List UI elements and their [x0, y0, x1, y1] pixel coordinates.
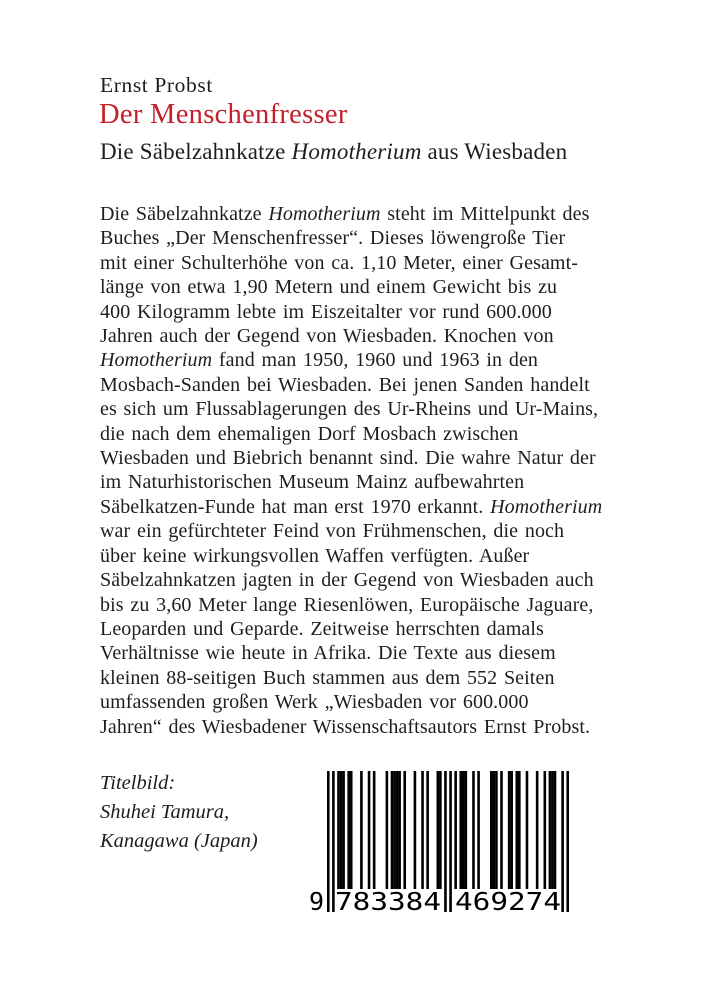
text-segment: Jahren auch der Gegend von Wiesbaden. Knochen von	[100, 325, 554, 348]
barcode-bar	[561, 771, 564, 912]
barcode-bar	[444, 771, 447, 912]
blurb-line	[100, 422, 602, 446]
blurb-line	[100, 641, 602, 665]
barcode-bar	[500, 771, 503, 889]
text-segment: Wiesbaden und Biebrich benannt sind. Die wahre Natur der	[100, 447, 596, 470]
text-segment: Die Säbelzahnkatze	[100, 139, 292, 164]
barcode-svg	[309, 771, 573, 913]
barcode-bar	[398, 771, 401, 889]
barcode-bar	[526, 771, 529, 889]
blurb-line	[100, 397, 602, 421]
barcode-bar	[508, 771, 511, 889]
text-segment: bis zu 3,60 Meter lange Riesenlöwen, Europäische Jaguare,	[100, 593, 594, 616]
text-segment: mit einer Schulterhöhe von ca. 1,10 Meter, einer Gesamt-	[100, 251, 578, 274]
blurb-line	[100, 348, 602, 372]
barcode-bar	[518, 771, 521, 889]
barcode-bar	[342, 771, 345, 889]
author-name: Ernst Probst	[100, 73, 213, 97]
barcode-bar	[449, 771, 452, 912]
barcode-bar	[350, 771, 353, 889]
blurb-line	[100, 275, 602, 299]
blurb-line	[100, 690, 602, 714]
text-segment: war ein gefürchteter Feind von Frühmenschen, die noch	[100, 520, 565, 543]
barcode-bar	[337, 771, 340, 889]
blurb-line	[100, 202, 602, 226]
barcode-bar	[551, 771, 554, 889]
barcode-bar	[426, 771, 429, 889]
book-title: Der Menschenfresser	[99, 99, 348, 130]
barcode-bar	[360, 771, 363, 889]
text-segment: umfassenden großen Werk „Wiesbaden vor 600.000	[100, 691, 529, 714]
blurb-line	[100, 251, 602, 275]
barcode-bar	[510, 771, 513, 889]
barcode-digits-right: 469274	[455, 887, 561, 913]
blurb-line	[100, 226, 602, 250]
barcode-bar	[391, 771, 394, 889]
barcode-bar	[396, 771, 399, 889]
barcode-bar	[459, 771, 462, 889]
text-segment: länge von etwa 1,90 Metern und einem Gewicht bis zu	[100, 276, 558, 299]
text-segment: im Naturhistorischen Museum Mainz aufbewahrten	[100, 471, 525, 494]
text-segment: Die Säbelzahnkatze	[100, 203, 269, 225]
credit-line: Titelbild:	[100, 772, 176, 794]
barcode-bar	[549, 771, 552, 889]
barcode-bar	[393, 771, 396, 889]
text-segment: es sich um Flussablagerungen des Ur-Rheins und Ur-Mains,	[100, 398, 599, 421]
species-name-italic: Homotherium	[268, 203, 381, 225]
text-segment: Säbelzahnkatzen jagten in der Gegend von Wiesbaden auch	[100, 569, 594, 592]
barcode-bar	[554, 771, 557, 889]
barcode-bar	[477, 771, 480, 889]
barcode-bar	[373, 771, 376, 889]
text-segment: fand man 1950, 1960 und 1963 in den	[212, 349, 539, 372]
barcode-bar	[414, 771, 417, 889]
barcode-bar	[490, 771, 493, 889]
text-segment: 400 Kilogramm lebte im Eiszeitalter vor rund 600.000	[100, 300, 552, 323]
text-segment: über keine wirkungsvollen Waffen verfügten. Außer	[100, 544, 530, 567]
text-segment: aus Wiesbaden	[421, 139, 568, 164]
blurb-line	[100, 324, 602, 348]
blurb-line	[100, 568, 602, 592]
book-subtitle	[100, 139, 567, 165]
cover-image-credit	[100, 769, 258, 856]
barcode-bar	[386, 771, 389, 889]
text-segment: Säbelkatzen-Funde hat man erst 1970 erkannt.	[100, 495, 491, 518]
blurb-line	[100, 617, 602, 641]
blurb-line	[100, 470, 602, 494]
species-name-italic: Homotherium	[100, 349, 213, 372]
blurb-line	[100, 544, 602, 568]
barcode-bar	[462, 771, 465, 889]
species-name-italic: Homotherium	[490, 495, 603, 518]
barcode-bar	[493, 771, 496, 889]
blurb-line	[100, 593, 602, 617]
barcode-bar	[495, 771, 498, 889]
barcode-bar	[544, 771, 547, 889]
blurb-line	[100, 666, 602, 690]
species-name-italic: Homotherium	[291, 139, 422, 164]
barcode-bar	[439, 771, 442, 889]
text-segment: Leoparden und Geparde. Zeitweise herrschten damals	[100, 617, 544, 640]
text-segment: die nach dem ehemaligen Dorf Mosbach zwischen	[100, 422, 519, 445]
isbn-barcode	[309, 771, 573, 913]
text-segment: kleinen 88-seitigen Buch stammen aus dem 552 Seiten	[100, 666, 555, 689]
blurb-line	[100, 715, 602, 739]
barcode-bar	[347, 771, 350, 889]
barcode-bar	[368, 771, 371, 889]
credit-line: Shuhei Tamura,	[100, 801, 230, 823]
barcode-digit-first: 9	[309, 887, 325, 913]
barcode-bar	[566, 771, 569, 912]
barcode-bar	[403, 771, 406, 889]
barcode-bar	[327, 771, 330, 912]
credit-line: Kanagawa (Japan)	[100, 830, 258, 852]
text-segment: Jahren“ des Wiesbadener Wissenschaftsautors Ernst Probst.	[100, 715, 591, 738]
barcode-bar	[536, 771, 539, 889]
blurb-line	[100, 373, 602, 397]
blurb-line	[100, 495, 602, 519]
barcode-bar	[421, 771, 424, 889]
barcode-bar	[340, 771, 343, 889]
barcode-bar	[437, 771, 440, 889]
text-segment: Mosbach-Sanden bei Wiesbaden. Bei jenen Sanden handelt	[100, 373, 590, 396]
text-segment: steht im Mittelpunkt des	[380, 203, 590, 225]
barcode-bar	[454, 771, 457, 889]
barcode-digits-left: 783384	[335, 887, 441, 913]
barcode-bar	[472, 771, 475, 889]
blurb-text	[100, 202, 602, 739]
blurb-line	[100, 300, 602, 324]
text-segment: Verhältnisse wie heute in Afrika. Die Texte aus diesem	[100, 642, 556, 665]
text-segment: Buches „Der Menschenfresser“. Dieses löwengroße Tier	[100, 227, 566, 250]
barcode-bar	[515, 771, 518, 889]
barcode-bar	[465, 771, 468, 889]
blurb-line	[100, 446, 602, 470]
blurb-line	[100, 519, 602, 543]
